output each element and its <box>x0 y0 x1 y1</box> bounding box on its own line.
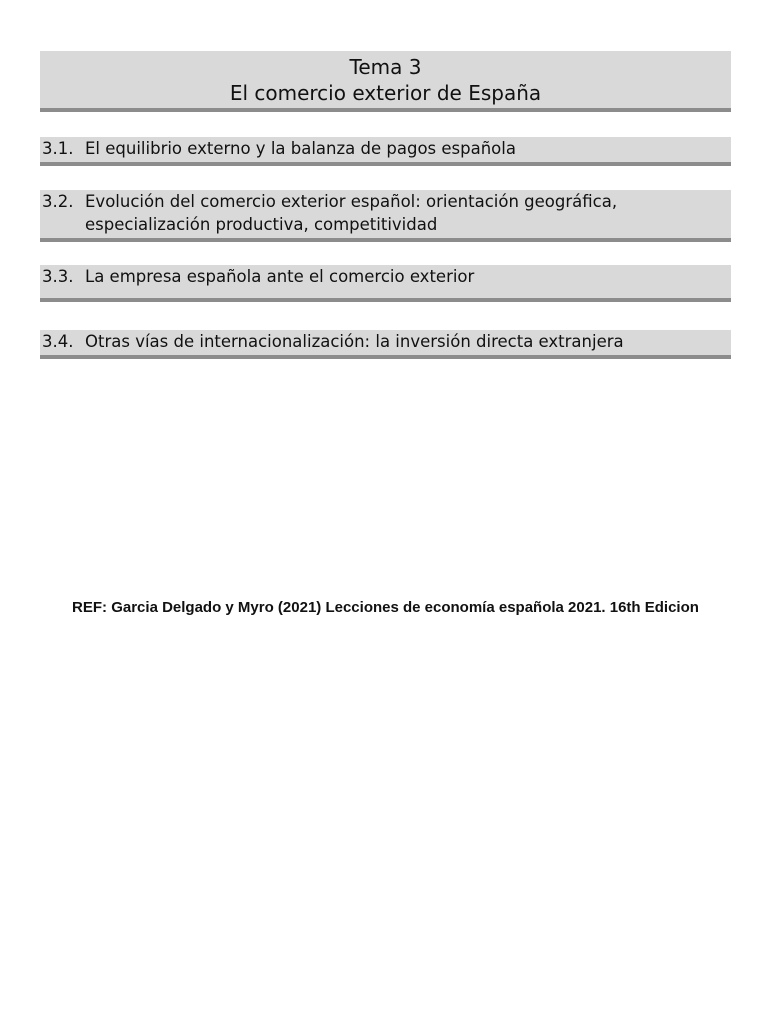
topic-number: Tema 3 <box>349 55 422 79</box>
topic-title: El comercio exterior de España <box>229 81 542 105</box>
section-number: 3.2. <box>42 192 74 211</box>
section-3-2 <box>40 190 731 242</box>
reference-note: REF: Garcia Delgado y Myro (2021) Lecciones de economía española 2021. 16th Edicion <box>72 599 699 616</box>
document-title-box <box>40 51 731 112</box>
section-3-3 <box>40 265 731 302</box>
section-title: Evolución del comercio exterior español: orientación geográfica, especialización productiva, competitividad <box>85 192 618 234</box>
section-number: 3.4. <box>42 332 74 351</box>
section-3-1 <box>40 137 731 166</box>
section-3-4 <box>40 330 731 359</box>
section-number: 3.1. <box>42 139 74 158</box>
section-title: La empresa española ante el comercio exterior <box>85 267 475 286</box>
section-title: El equilibrio externo y la balanza de pagos española <box>85 139 516 158</box>
section-number: 3.3. <box>42 267 74 286</box>
section-title: Otras vías de internacionalización: la inversión directa extranjera <box>85 332 624 351</box>
